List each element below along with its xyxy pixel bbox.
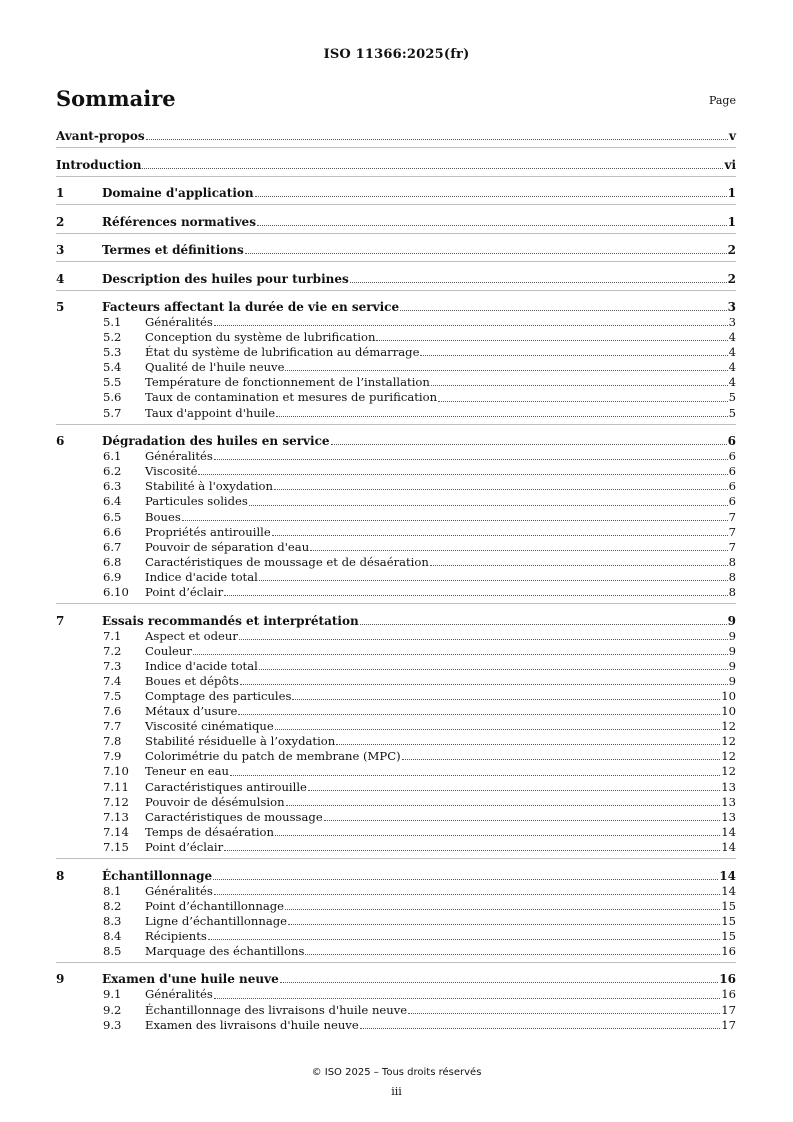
- dot-leader: [142, 167, 723, 169]
- toc-subentry[interactable]: [56, 555, 736, 570]
- toc-entry-label: Échantillonnage des livraisons d'huile neuve: [145, 1002, 408, 1017]
- toc-entry-page: 14: [719, 868, 736, 883]
- toc-entry-page: 3: [728, 315, 736, 329]
- toc-entry[interactable]: [56, 214, 736, 230]
- toc-entry-number: 5.3: [103, 345, 122, 360]
- dot-leader: [360, 623, 727, 625]
- toc-entry-page: 8: [728, 569, 736, 584]
- toc-entry-page: vi: [724, 157, 736, 172]
- toc-entry-number: 7.7: [103, 719, 122, 734]
- toc-entry-page: 6: [728, 494, 736, 509]
- toc-subentry[interactable]: [56, 464, 736, 479]
- copyright-footer: © ISO 2025 – Tous droits réservés: [311, 1067, 482, 1078]
- toc-entry-page: 1: [727, 186, 736, 200]
- toc-entry[interactable]: [56, 242, 736, 258]
- toc-entry-page: 15: [721, 913, 736, 928]
- toc-entry-page: 9: [728, 643, 736, 658]
- toc-entry[interactable]: [56, 128, 736, 144]
- dot-leader: [276, 415, 727, 417]
- page-column-label: Page: [708, 94, 736, 107]
- toc-entry-number: 5.2: [103, 330, 122, 345]
- toc-subentry[interactable]: [56, 689, 736, 704]
- toc-entry-number: 7.3: [103, 658, 122, 673]
- dot-leader: [230, 774, 720, 776]
- toc-entry-page: v: [729, 129, 736, 143]
- toc-entry-label: Récipients: [145, 928, 207, 943]
- toc-entry-page: 9: [728, 658, 736, 673]
- dot-leader: [257, 224, 727, 226]
- toc-entry-number: 7.15: [103, 839, 129, 854]
- toc-entry-page: 6: [728, 449, 736, 464]
- toc-entry-number: 7.1: [103, 628, 122, 643]
- toc-entry[interactable]: [56, 271, 736, 287]
- toc-entry-number: 5.4: [103, 360, 122, 375]
- toc-entry-label: Domaine d'application: [102, 186, 254, 200]
- dot-leader: [198, 473, 727, 475]
- toc-subentry[interactable]: [56, 345, 736, 360]
- toc-entry-label: Généralités: [145, 883, 213, 898]
- toc-entry-page: 9: [728, 673, 736, 688]
- toc-entry-label: Colorimétrie du patch de membrane (MPC): [145, 749, 401, 764]
- toc-subentry[interactable]: [56, 1018, 736, 1033]
- dot-leader: [275, 834, 720, 836]
- toc-entry-number: 7.10: [103, 764, 129, 779]
- toc-subentry[interactable]: [56, 585, 736, 600]
- toc-subentry[interactable]: [56, 810, 736, 825]
- toc-entry-label: Comptage des particules: [145, 688, 292, 703]
- toc-entry-number: 4: [56, 271, 65, 286]
- toc-entry-label: Particules solides: [145, 494, 248, 509]
- toc-entry-page: 14: [721, 883, 736, 898]
- toc-entry-page: 12: [721, 749, 736, 764]
- toc-entry-number: 7.14: [103, 824, 129, 839]
- dot-leader: [402, 758, 721, 760]
- toc-entry-label: Température de fonctionnement de l’installation: [145, 375, 430, 390]
- dot-leader: [305, 953, 720, 955]
- toc-entry-label: Pouvoir de désémulsion: [145, 794, 285, 809]
- toc-entry-number: 7.2: [103, 643, 122, 658]
- section-divider: [56, 290, 736, 291]
- toc-entry[interactable]: [56, 433, 736, 449]
- dot-leader: [214, 997, 720, 999]
- toc-subentry[interactable]: [56, 330, 736, 345]
- toc-entry-number: 6: [56, 434, 65, 449]
- toc-entry-number: 8.1: [103, 883, 122, 898]
- toc-entry-number: 7: [56, 613, 65, 628]
- toc-entry-page: 5: [728, 405, 736, 420]
- dot-leader: [286, 804, 721, 806]
- toc-entry-number: 8.5: [103, 943, 122, 958]
- toc-entry-page: 13: [721, 794, 736, 809]
- toc-subentry[interactable]: [56, 525, 736, 540]
- toc-title-row: [56, 86, 736, 114]
- toc-entry-number: 2: [56, 214, 65, 229]
- toc-subentry[interactable]: [56, 734, 736, 749]
- section-divider: [56, 424, 736, 425]
- toc-entry-number: 9: [56, 972, 65, 987]
- toc-subentry[interactable]: [56, 795, 736, 810]
- toc-entry-label: Couleur: [145, 643, 192, 658]
- dot-leader: [288, 923, 720, 925]
- toc-subentry[interactable]: [56, 1003, 736, 1018]
- toc-entry-number: 6.6: [103, 524, 122, 539]
- toc-title: Sommaire: [56, 86, 176, 111]
- toc-entry-number: 6.1: [103, 449, 122, 464]
- toc-entry[interactable]: [56, 613, 736, 629]
- toc-subentry[interactable]: [56, 315, 736, 330]
- toc-entry-number: 3: [56, 243, 65, 257]
- dot-leader: [214, 324, 728, 326]
- dot-leader: [308, 789, 720, 791]
- toc-entry-label: Point d’éclair: [145, 585, 224, 599]
- toc-entry-page: 4: [728, 360, 736, 375]
- toc-subentry[interactable]: [56, 629, 736, 644]
- dot-leader: [274, 488, 728, 490]
- toc-entry-page: 4: [728, 375, 736, 390]
- toc-entry-label: Facteurs affectant la durée de vie en service: [102, 300, 400, 314]
- dot-leader: [249, 504, 728, 506]
- toc-entry[interactable]: [56, 971, 736, 987]
- toc-entry-page: 6: [728, 479, 736, 494]
- section-divider: [56, 204, 736, 205]
- dot-leader: [280, 981, 719, 983]
- dot-leader: [336, 743, 720, 745]
- toc-entry-number: 1: [56, 186, 65, 200]
- document-header: ISO 11366:2025(fr): [323, 47, 470, 62]
- toc-entry-page: 5: [728, 390, 736, 405]
- dot-leader: [285, 369, 727, 371]
- section-divider: [56, 176, 736, 177]
- dot-leader: [259, 579, 728, 581]
- toc-entry-label: Boues: [145, 509, 181, 524]
- toc-entry-page: 17: [721, 1017, 736, 1032]
- toc-entry-number: 7.9: [103, 749, 122, 764]
- toc-entry[interactable]: [56, 185, 736, 201]
- toc-entry-page: 12: [721, 764, 736, 779]
- toc-entry-page: 4: [728, 345, 736, 360]
- section-divider: [56, 233, 736, 234]
- toc-entry-number: 7.11: [103, 779, 129, 794]
- toc-entry-number: 8.2: [103, 898, 122, 913]
- toc-subentry[interactable]: [56, 449, 736, 464]
- section-divider: [56, 603, 736, 604]
- toc-entry-number: 9.3: [103, 1017, 122, 1032]
- toc-subentry[interactable]: [56, 764, 736, 779]
- toc-entry-label: Viscosité cinématique: [145, 719, 274, 734]
- toc-entry-page: 15: [721, 928, 736, 943]
- dot-leader: [214, 893, 720, 895]
- toc-entry-page: 9: [727, 613, 736, 628]
- toc-entry-number: 6.2: [103, 464, 122, 479]
- dot-leader: [408, 1012, 720, 1014]
- dot-leader: [214, 458, 728, 460]
- toc-entry-number: 7.4: [103, 673, 122, 688]
- toc-subentry[interactable]: [56, 479, 736, 494]
- toc-entry-label: Généralités: [145, 449, 213, 464]
- toc-entry-label: Dégradation des huiles en service: [102, 434, 330, 449]
- dot-leader: [292, 698, 720, 700]
- toc-subentry[interactable]: [56, 510, 736, 525]
- dot-leader: [350, 281, 727, 283]
- toc-entry-number: 5.1: [103, 315, 122, 329]
- toc-entry-number: 9.2: [103, 1002, 122, 1017]
- toc-subentry[interactable]: [56, 674, 736, 689]
- toc-entry-page: 15: [721, 898, 736, 913]
- toc-entry-label: Ligne d’échantillonnage: [145, 913, 288, 928]
- toc-subentry[interactable]: [56, 719, 736, 734]
- toc-entry-page: 14: [721, 839, 736, 854]
- dot-leader: [324, 819, 721, 821]
- dot-leader: [438, 400, 728, 402]
- dot-leader: [275, 728, 721, 730]
- toc-subentry[interactable]: [56, 406, 736, 421]
- dot-leader: [310, 549, 727, 551]
- dot-leader: [146, 138, 728, 140]
- toc-entry-label: Essais recommandés et interprétation: [102, 613, 359, 628]
- toc-entry-label: Viscosité: [145, 464, 198, 479]
- toc-entry-number: 5.6: [103, 390, 122, 405]
- toc-entry-page: 4: [728, 330, 736, 345]
- toc-entry-number: 8.3: [103, 913, 122, 928]
- toc-entry-label: Description des huiles pour turbines: [102, 271, 349, 286]
- toc-entry-page: 17: [721, 1002, 736, 1017]
- toc-entry-number: 5.7: [103, 405, 122, 420]
- toc-entry-label: Introduction: [56, 157, 142, 172]
- section-divider: [56, 261, 736, 262]
- toc-entry-number: 6.10: [103, 585, 129, 599]
- toc-entry-page: 13: [721, 809, 736, 824]
- toc-subentry[interactable]: [56, 749, 736, 764]
- dot-leader: [213, 878, 718, 880]
- toc-subentry[interactable]: [56, 659, 736, 674]
- toc-entry-page: 16: [721, 987, 736, 1002]
- toc-entry-number: 8.4: [103, 928, 122, 943]
- toc-entry-page: 7: [728, 509, 736, 524]
- toc-entry-number: 6.4: [103, 494, 122, 509]
- toc-entry-label: Échantillonnage: [102, 868, 213, 883]
- toc-subentry[interactable]: [56, 780, 736, 795]
- toc-subentry[interactable]: [56, 494, 736, 509]
- toc-entry-page: 13: [721, 779, 736, 794]
- toc-entry-label: Qualité de l'huile neuve: [145, 360, 285, 375]
- toc-entry-label: Boues et dépôts: [145, 673, 239, 688]
- section-divider: [56, 147, 736, 148]
- section-divider: [56, 962, 736, 963]
- toc-entry-label: Caractéristiques antirouille: [145, 779, 307, 794]
- dot-leader: [240, 683, 728, 685]
- toc-subentry[interactable]: [56, 540, 736, 555]
- dot-leader: [420, 354, 727, 356]
- toc-entry-label: Point d’éclair: [145, 839, 224, 854]
- toc-entry-label: État du système de lubrification au démarrage: [145, 345, 420, 360]
- toc-entry-number: 7.13: [103, 809, 129, 824]
- toc-entry-label: Teneur en eau: [145, 764, 229, 779]
- section-divider: [56, 858, 736, 859]
- dot-leader: [400, 309, 727, 311]
- dot-leader: [182, 519, 728, 521]
- toc-entry-label: Conception du système de lubrification: [145, 330, 376, 345]
- table-of-contents: [56, 128, 736, 1033]
- toc-entry-page: 10: [721, 704, 736, 719]
- toc-entry-label: Indice d'acide total: [145, 569, 258, 584]
- toc-subentry[interactable]: [56, 390, 736, 405]
- toc-entry-label: Taux d'appoint d'huile: [145, 405, 276, 420]
- toc-subentry[interactable]: [56, 840, 736, 855]
- toc-entry-label: Stabilité à l'oxydation: [145, 479, 273, 494]
- dot-leader: [376, 339, 727, 341]
- toc-entry-number: 5.5: [103, 375, 122, 390]
- toc-entry-label: Marquage des échantillons: [145, 943, 305, 958]
- toc-entry-label: Caractéristiques de moussage et de désaération: [145, 554, 429, 569]
- toc-entry-number: 6.5: [103, 509, 122, 524]
- toc-entry-number: 8: [56, 868, 65, 883]
- dot-leader: [208, 938, 720, 940]
- toc-entry-label: Indice d'acide total: [145, 658, 258, 673]
- dot-leader: [245, 252, 727, 254]
- toc-entry[interactable]: [56, 868, 736, 884]
- toc-entry-page: 8: [728, 554, 736, 569]
- dot-leader: [255, 195, 727, 197]
- toc-entry-page: 12: [721, 734, 736, 749]
- toc-entry-page: 10: [721, 688, 736, 703]
- dot-leader: [193, 653, 728, 655]
- toc-entry-label: Temps de désaération: [145, 824, 274, 839]
- toc-subentry[interactable]: [56, 570, 736, 585]
- toc-subentry[interactable]: [56, 944, 736, 959]
- toc-entry-label: Point d’échantillonnage: [145, 898, 285, 913]
- toc-entry-number: 6.3: [103, 479, 122, 494]
- toc-entry-number: 5: [56, 300, 65, 314]
- toc-entry-number: 6.9: [103, 569, 122, 584]
- toc-subentry[interactable]: [56, 929, 736, 944]
- toc-entry-number: 7.8: [103, 734, 122, 749]
- toc-entry-page: 7: [728, 524, 736, 539]
- dot-leader: [285, 908, 720, 910]
- toc-entry-label: Références normatives: [102, 214, 256, 229]
- dot-leader: [272, 534, 728, 536]
- dot-leader: [259, 668, 728, 670]
- dot-leader: [331, 443, 727, 445]
- toc-entry-number: 9.1: [103, 987, 122, 1002]
- toc-entry[interactable]: [56, 157, 736, 173]
- toc-subentry[interactable]: [56, 375, 736, 390]
- toc-entry-page: 6: [727, 434, 736, 449]
- toc-entry-page: 9: [728, 628, 736, 643]
- toc-entry-page: 2: [727, 243, 736, 257]
- toc-entry-number: 6.7: [103, 539, 122, 554]
- toc-entry-label: Termes et définitions: [102, 243, 244, 257]
- toc-entry-label: Propriétés antirouille: [145, 524, 271, 539]
- toc-entry-number: 7.12: [103, 794, 129, 809]
- toc-entry-label: Caractéristiques de moussage: [145, 809, 323, 824]
- dot-leader: [238, 713, 720, 715]
- toc-entry[interactable]: [56, 299, 736, 315]
- dot-leader: [430, 564, 728, 566]
- dot-leader: [360, 1027, 721, 1029]
- toc-entry-page: 14: [721, 824, 736, 839]
- dot-leader: [431, 384, 728, 386]
- toc-subentry[interactable]: [56, 884, 736, 899]
- toc-subentry[interactable]: [56, 987, 736, 1002]
- toc-subentry[interactable]: [56, 704, 736, 719]
- toc-entry-label: Examen d'une huile neuve: [102, 972, 279, 987]
- toc-entry-label: Taux de contamination et mesures de purification: [145, 390, 438, 405]
- dot-leader: [239, 638, 728, 640]
- toc-entry-page: 7: [728, 539, 736, 554]
- toc-entry-label: Stabilité résiduelle à l’oxydation: [145, 734, 336, 749]
- toc-entry-page: 3: [727, 300, 736, 314]
- toc-subentry[interactable]: [56, 914, 736, 929]
- toc-entry-page: 12: [721, 719, 736, 734]
- toc-entry-number: 7.6: [103, 704, 122, 719]
- toc-entry-label: Généralités: [145, 315, 213, 329]
- toc-entry-page: 1: [727, 214, 736, 229]
- toc-entry-label: Généralités: [145, 987, 213, 1002]
- toc-entry-page: 2: [727, 271, 736, 286]
- toc-entry-number: 7.5: [103, 688, 122, 703]
- toc-entry-label: Avant-propos: [56, 129, 145, 143]
- toc-entry-label: Examen des livraisons d'huile neuve: [145, 1017, 359, 1032]
- toc-entry-number: 6.8: [103, 554, 122, 569]
- toc-entry-page: 8: [728, 585, 736, 599]
- toc-entry-label: Métaux d’usure: [145, 704, 238, 719]
- toc-entry-page: 16: [719, 972, 736, 987]
- toc-subentry[interactable]: [56, 825, 736, 840]
- toc-entry-label: Pouvoir de séparation d'eau: [145, 539, 310, 554]
- page-number: iii: [391, 1085, 402, 1098]
- dot-leader: [224, 849, 720, 851]
- toc-entry-label: Aspect et odeur: [145, 628, 238, 643]
- toc-subentry[interactable]: [56, 644, 736, 659]
- toc-entry-page: 16: [721, 943, 736, 958]
- dot-leader: [224, 594, 727, 596]
- toc-entry-page: 6: [728, 464, 736, 479]
- toc-subentry[interactable]: [56, 899, 736, 914]
- toc-subentry[interactable]: [56, 360, 736, 375]
